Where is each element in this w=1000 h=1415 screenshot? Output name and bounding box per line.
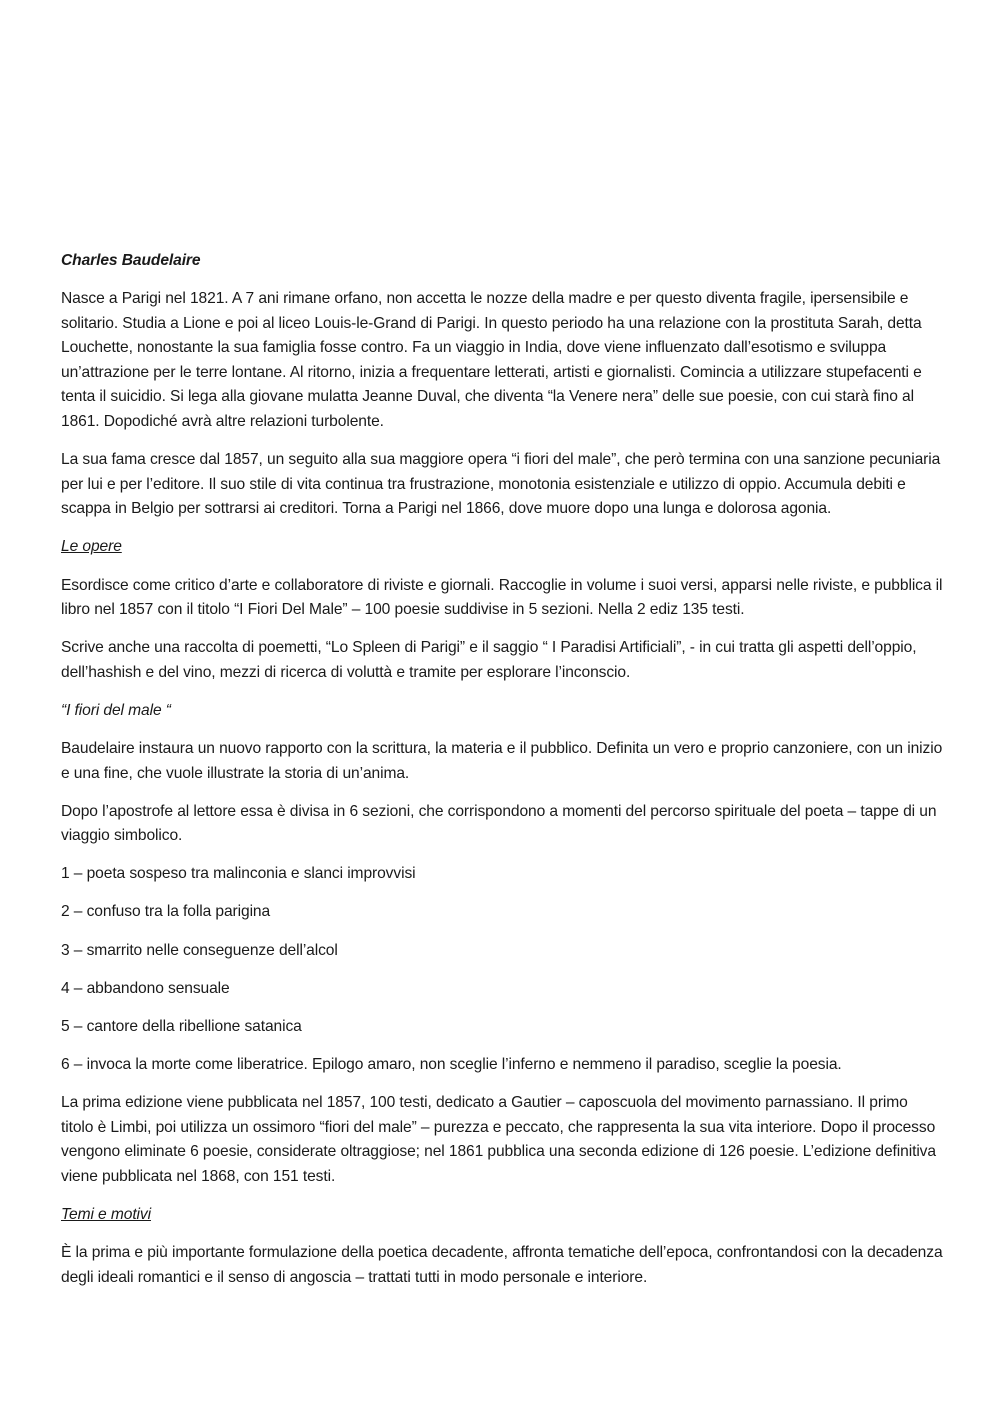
list-item-section-5: 5 – cantore della ribellione satanica: [61, 1017, 302, 1035]
list-item-section-3: 3 – smarrito nelle conseguenze dell’alcol: [61, 941, 338, 959]
heading-le-opere: Le opere: [61, 538, 122, 556]
paragraph-biography-2: La sua fama cresce dal 1857, un seguito alla sua maggiore opera “i fiori del male”, che però termina con una sanzione pecuniaria per lui e per l’editore. Il suo stile di vita continua tra frustrazione, monotonia esistenziale e utilizzo di oppio. Accumula debiti e scappa in Belgio per sottrarsi ai creditori. Torna a Parigi nel 1866, dove muore dopo una lunga e dolorosa agonia.: [61, 451, 941, 518]
document-body: [61, 249, 943, 1304]
list-item-section-1: 1 – poeta sospeso tra malinconia e slanci improvvisi: [61, 865, 416, 883]
paragraph-opere-1: Esordisce come critico d’arte e collaboratore di riviste e giornali. Raccoglie in volume i suoi versi, apparsi nelle riviste, e pubblica il libro nel 1857 con il titolo “I Fiori Del Male” – 100 poesie suddivise in 5 sezioni. Nella 2 ediz 135 testi.: [61, 576, 943, 619]
heading-i-fiori-del-male: “I fiori del male “: [61, 701, 171, 719]
list-item-section-4: 4 – abbandono sensuale: [61, 979, 230, 997]
paragraph-editions: La prima edizione viene pubblicata nel 1857, 100 testi, dedicato a Gautier – caposcuola del movimento parnassiano. Il primo titolo è Limbi, poi utilizza un ossimoro “fiori del male” – purezza e peccato, che rappresenta la sua vita interiore. Dopo il processo vengono eliminate 6 poesie, considerate oltraggiose; nel 1861 pubblica una seconda edizione di 126 poesie. L’edizione definitiva viene pubblicata nel 1868, con 151 testi.: [61, 1093, 936, 1185]
paragraph-temi: È la prima e più importante formulazione della poetica decadente, affronta tematiche dell’epoca, confrontandosi con la decadenza degli ideali romantici e il senso di angoscia – trattati tutti in modo personale e interiore.: [61, 1243, 943, 1286]
paragraph-biography-1: Nasce a Parigi nel 1821. A 7 ani rimane orfano, non accetta le nozze della madre e per questo diventa fragile, ipersensibile e solitario. Studia a Lione e poi al liceo Louis-le-Grand di Parigi. In questo periodo ha una relazione con la prostituta Sarah, detta Louchette, nonostante la sua famiglia fosse contro. Fa un viaggio in India, dove viene influenzato dall’esotismo e sviluppa un’attrazione per le terre lontane. Al ritorno, inizia a frequentare letterati, artisti e giornalisti. Comincia a utilizzare stupefacenti e tenta il suicidio. Si lega alla giovane mulatta Jeanne Duval, che diventa “la Venere nera” delle sue poesie, con cui starà fino al 1861. Dopodiché avrà altre relazioni turbolente.: [61, 290, 922, 431]
paragraph-fiori-1: Baudelaire instaura un nuovo rapporto con la scrittura, la materia e il pubblico. Definita un vero e proprio canzoniere, con un inizio e una fine, che vuole illustrate la storia di un’anima.: [61, 740, 943, 782]
paragraph-opere-2: Scrive anche una raccolta di poemetti, “Lo Spleen di Parigi” e il saggio “ I Paradisi Artificiali”, - in cui tratta gli aspetti dell’oppio, dell’hashish e del vino, mezzi di ricerca di voluttà e tramite per esplorare l’inconscio.: [61, 639, 917, 681]
list-item-section-6: 6 – invoca la morte come liberatrice. Epilogo amaro, non sceglie l’inferno e nemmeno il paradiso, sceglie la poesia.: [61, 1055, 842, 1073]
document-title: Charles Baudelaire: [61, 252, 201, 269]
heading-temi-e-motivi: Temi e motivi: [61, 1205, 151, 1223]
list-item-section-2: 2 – confuso tra la folla parigina: [61, 903, 271, 921]
paragraph-fiori-2: Dopo l’apostrofe al lettore essa è divisa in 6 sezioni, che corrispondono a momenti del percorso spirituale del poeta – tappe di un viaggio simbolico.: [61, 802, 937, 845]
